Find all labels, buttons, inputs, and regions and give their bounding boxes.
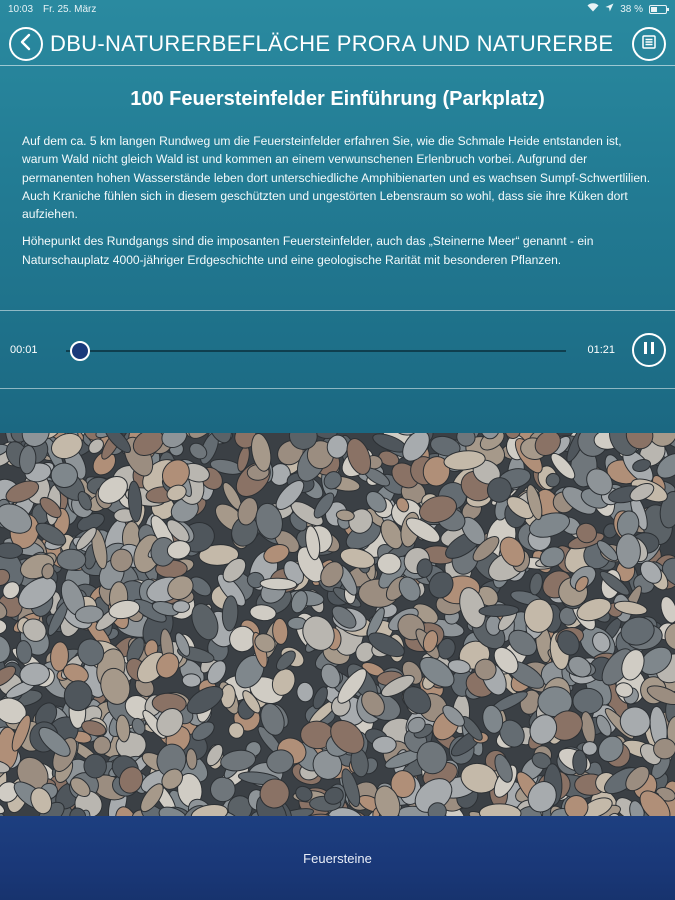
status-date: Fr. 25. März (43, 3, 97, 15)
divider (0, 310, 675, 311)
menu-button[interactable] (632, 27, 666, 61)
status-right (587, 3, 667, 15)
wifi-icon (587, 3, 599, 15)
pebbles-image (0, 433, 675, 816)
pause-button[interactable] (632, 333, 666, 367)
article-content (0, 66, 675, 269)
status-time: 10:03 (8, 3, 34, 15)
back-button[interactable] (9, 27, 43, 61)
hamburger-menu-icon (641, 34, 657, 55)
status-bar (0, 0, 675, 18)
header-title: DBU-NATURERBEFLÄCHE PRORA UND NATURERBE (50, 31, 614, 56)
flint-stones-photo (0, 433, 675, 816)
divider (0, 388, 675, 389)
photo-caption: Feuersteine (303, 850, 372, 866)
app-header (0, 20, 675, 66)
progress-track[interactable] (66, 350, 566, 352)
battery-percent: 38 % (620, 3, 643, 15)
caption-bar (0, 816, 675, 900)
battery-icon (649, 5, 667, 14)
progress-slider-thumb[interactable] (70, 341, 90, 361)
article-paragraph: Höhepunkt des Rundgangs sind die imposanten Feuersteinfelder, auch das „Steinerne Meer“ genannt - ein Naturschauplatz 4000-jähriger Erdgeschichte und eine geologische Rarität mit besonderen Pflanzen. (22, 234, 594, 267)
pause-icon (642, 340, 656, 361)
location-icon (605, 3, 614, 15)
chevron-left-icon (19, 33, 33, 56)
article-paragraph: Auf dem ca. 5 km langen Rundweg um die Feuersteinfelder erfahren Sie, wie die Schmale Heide entstanden ist, warum Wald nicht gleich Wald ist und kommen an einem verwunschenen Erlenbruch vorbei. Aufgrund der permanenten hohen Wasserstände leben dort unterschiedliche Amphibienarten und es wachsen Sumpf-Schwertlilien. Auch Kraniche fühlen sich in diesem geschützten und ungestörten Lebensraum so wohl, dass sie ihre Küken dort aufziehen. (22, 134, 651, 222)
audio-player (0, 312, 675, 388)
current-time: 00:01 (10, 344, 38, 356)
page-title: 100 Feuersteinfelder Einführung (Parkplatz) (130, 88, 545, 110)
total-time: 01:21 (587, 344, 615, 356)
